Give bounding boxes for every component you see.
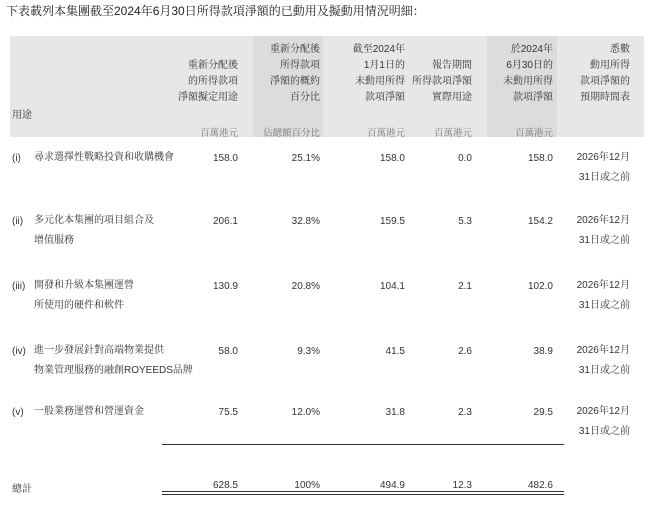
total-value: 100% bbox=[294, 480, 320, 491]
cell-value: 31.8 bbox=[385, 407, 405, 418]
subtotal-rule bbox=[162, 444, 564, 445]
cell-value: 41.5 bbox=[385, 346, 405, 357]
header-col-5: 於2024年 6月30日的 未動用所得 款項淨額 bbox=[503, 44, 553, 103]
total-value: 628.5 bbox=[212, 480, 238, 491]
cell-value: 58.0 bbox=[218, 346, 238, 357]
total-value: 494.9 bbox=[379, 480, 405, 491]
cell-value: 12.0% bbox=[291, 407, 320, 418]
cell-value: 2.6 bbox=[458, 346, 472, 357]
row-desc: 尋求選擇性戰略投資和收購機會 bbox=[34, 152, 174, 163]
row-number: (ii) bbox=[12, 216, 24, 227]
timeline-cell: 2026年12月 31日或之前 bbox=[576, 280, 630, 311]
row-number: (iii) bbox=[12, 281, 26, 292]
cell-value: 0.0 bbox=[458, 153, 472, 164]
unit-col-2: 佔總額百分比 bbox=[262, 128, 320, 139]
cell-value: 154.2 bbox=[527, 216, 553, 227]
row-desc: 進一步發展針對高端物業提供 物業管理服務的融創ROYEEDS品牌 bbox=[34, 345, 193, 376]
header-col-4: 報告期間 所得款項淨額 實際用途 bbox=[412, 60, 472, 103]
header-use: 用途 bbox=[12, 110, 32, 121]
timeline-cell: 2026年12月 31日或之前 bbox=[576, 152, 630, 183]
cell-value: 9.3% bbox=[297, 346, 320, 357]
row-number: (i) bbox=[12, 153, 21, 164]
total-value: 12.3 bbox=[452, 480, 472, 491]
cell-value: 20.8% bbox=[291, 281, 320, 292]
cell-value: 158.0 bbox=[527, 153, 553, 164]
row-desc: 多元化本集團的項目組合及 增值服務 bbox=[34, 215, 154, 246]
total-label: 總計 bbox=[12, 484, 32, 495]
cell-value: 206.1 bbox=[212, 216, 238, 227]
timeline-cell: 2026年12月 31日或之前 bbox=[576, 215, 630, 246]
cell-value: 158.0 bbox=[379, 153, 405, 164]
cell-value: 32.8% bbox=[291, 216, 320, 227]
timeline-cell: 2026年12月 31日或之前 bbox=[576, 345, 630, 376]
cell-value: 29.5 bbox=[533, 407, 553, 418]
row-number: (iv) bbox=[12, 346, 26, 357]
unit-col-4: 百萬港元 bbox=[433, 128, 472, 139]
cell-value: 38.9 bbox=[533, 346, 553, 357]
header-col-2: 重新分配後 所得款項 淨額的概約 百分比 bbox=[270, 44, 320, 103]
cell-value: 102.0 bbox=[527, 281, 553, 292]
row-desc: 一般業務運營和營運資金 bbox=[34, 406, 144, 417]
header-col-3: 截至2024年 1月1日的 未動用所得 款項淨額 bbox=[352, 44, 405, 103]
timeline-cell: 2026年12月 31日或之前 bbox=[576, 406, 630, 437]
header-col-1: 重新分配後 的所得款項 淨額擬定用途 bbox=[178, 60, 238, 103]
total-rule bbox=[162, 494, 564, 495]
cell-value: 25.1% bbox=[291, 153, 320, 164]
cell-value: 158.0 bbox=[212, 153, 238, 164]
unit-col-5: 百萬港元 bbox=[514, 128, 553, 139]
cell-value: 2.1 bbox=[458, 281, 472, 292]
header-col-6: 悉數 動用所得 款項淨額的 預期時間表 bbox=[580, 44, 630, 103]
row-number: (v) bbox=[12, 407, 24, 418]
row-desc: 開發和升級本集團運營 所使用的硬件和軟件 bbox=[34, 280, 134, 311]
total-value: 482.6 bbox=[527, 480, 553, 491]
cell-value: 130.9 bbox=[212, 281, 238, 292]
cell-value: 75.5 bbox=[218, 407, 238, 418]
total-rule bbox=[162, 491, 564, 492]
cell-value: 2.3 bbox=[458, 407, 472, 418]
intro-text: 下表載列本集團截至2024年6月30日所得款項淨額的已動用及擬動用情況明細： bbox=[6, 4, 425, 18]
cell-value: 5.3 bbox=[458, 216, 472, 227]
unit-col-1: 百萬港元 bbox=[199, 128, 238, 139]
cell-value: 104.1 bbox=[379, 281, 405, 292]
cell-value: 159.5 bbox=[379, 216, 405, 227]
unit-col-3: 百萬港元 bbox=[366, 128, 405, 139]
